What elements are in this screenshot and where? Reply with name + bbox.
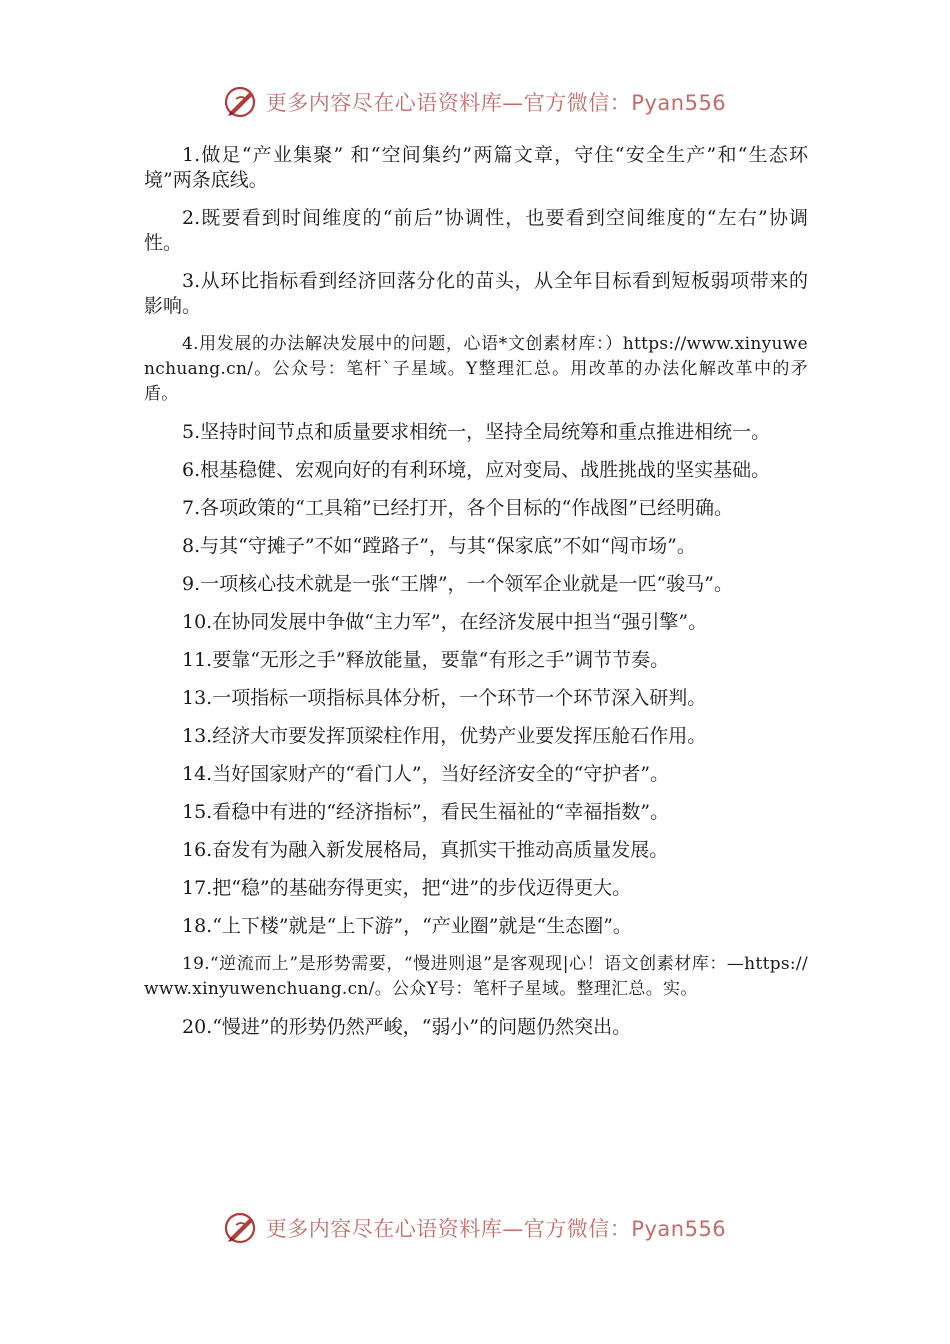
- list-item: 19.“逆流而上”是形势需要，“慢进则退”是客观现|心！语文创素材库：—https://www.xinyuwenchuang.cn/。公众Y号：笔杆子星域。整理汇总。实。: [144, 954, 808, 999]
- document-body: [144, 143, 808, 1053]
- list-item: 6.根基稳健、宏观向好的有利环境，应对变局、战胜挑战的坚实基础。: [182, 459, 771, 481]
- footer-banner: [0, 1208, 950, 1248]
- list-item: 17.把“稳”的基础夯得更实，把“进”的步伐迈得更大。: [182, 877, 632, 899]
- list-item: 2.既要看到时间维度的“前后”协调性，也要看到空间维度的“左右”协调性。: [144, 207, 808, 254]
- list-item: 4.用发展的办法解决发展中的问题，心语*文创素材库：）https://www.xinyuwenchuang.cn/。公众号：笔杆`子星域。Y整理汇总。用改革的办法化解改革中的矛盾。: [144, 334, 808, 404]
- list-item: 5.坚持时间节点和质量要求相统一，坚持全局统筹和重点推进相统一。: [182, 421, 771, 443]
- pen-logo-icon: [224, 85, 258, 119]
- list-item: 7.各项政策的“工具箱”已经打开，各个目标的“作战图”已经明确。: [182, 497, 733, 519]
- list-item: 13.经济大市要发挥顶梁柱作用，优势产业要发挥压舱石作用。: [182, 725, 707, 747]
- list-item: 16.奋发有为融入新发展格局，真抓实干推动高质量发展。: [182, 839, 669, 861]
- list-item: 18.“上下楼”就是“上下游”，“产业圈”就是“生态圈”。: [182, 915, 632, 937]
- list-item: 13.一项指标一项指标具体分析，一个环节一个环节深入研判。: [182, 687, 707, 709]
- list-item: 20.“慢进”的形势仍然严峻，“弱小”的问题仍然突出。: [182, 1016, 632, 1038]
- list-item: 3.从环比指标看到经济回落分化的苗头，从全年目标看到短板弱项带来的影响。: [144, 270, 808, 317]
- list-item: 11.要靠“无形之手”释放能量，要靠“有形之手”调节节奏。: [182, 649, 670, 671]
- header-banner: [0, 82, 950, 122]
- list-item: 9.一项核心技术就是一张“王牌”，一个领军企业就是一匹“骏马”。: [182, 573, 733, 595]
- pen-logo-icon: [224, 1211, 258, 1245]
- list-item: 8.与其“守摊子”不如“蹚路子”，与其“保家底”不如“闯市场”。: [182, 535, 696, 557]
- list-item: 1.做足“产业集聚” 和“空间集约”两篇文章，守住“安全生产”和“生态环境”两条底线。: [144, 144, 808, 191]
- list-item: 14.当好国家财产的“看门人”，当好经济安全的“守护者”。: [182, 763, 670, 785]
- list-item: 10.在协同发展中争做“主力军”，在经济发展中担当“强引擎”。: [182, 611, 708, 633]
- list-item: 15.看稳中有进的“经济指标”，看民生福祉的“幸福指数”。: [182, 801, 670, 823]
- footer-banner-text: 更多内容尽在心语资料库—官方微信：Pyan556: [265, 1217, 727, 1241]
- header-banner-text: 更多内容尽在心语资料库—官方微信：Pyan556: [265, 91, 727, 115]
